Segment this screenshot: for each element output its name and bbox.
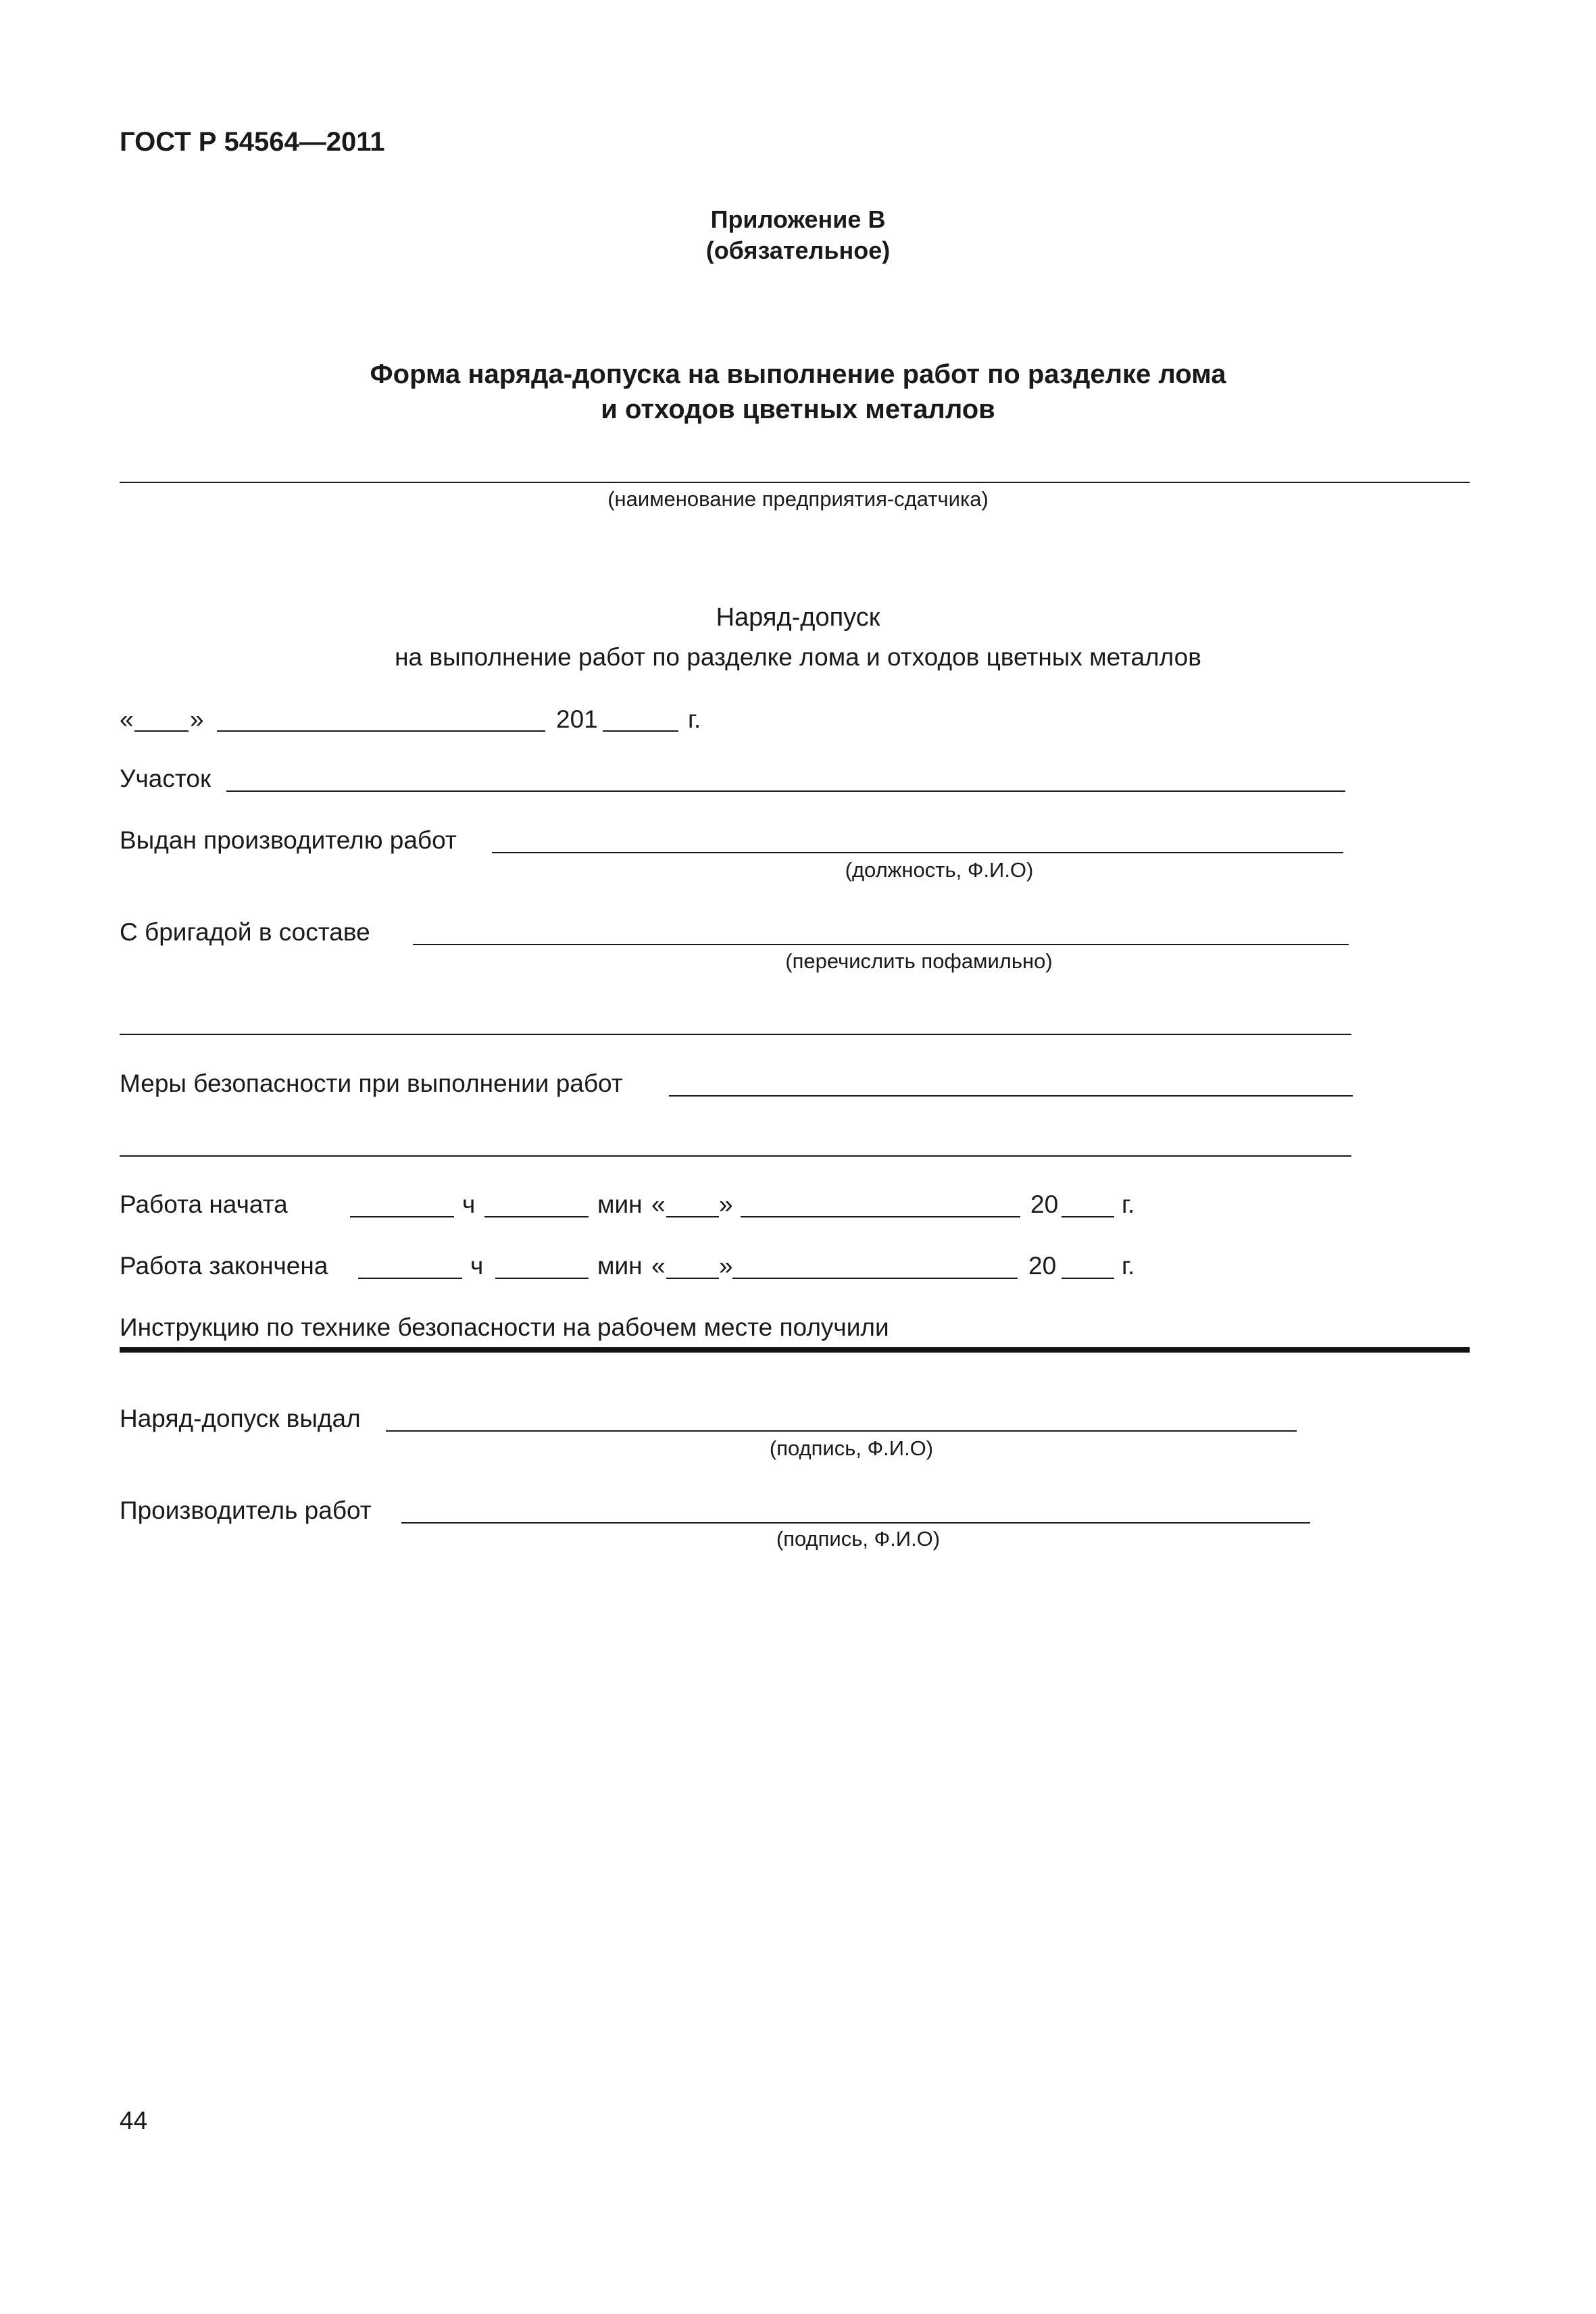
work-started-hours-field[interactable] [350, 1216, 454, 1217]
date-day-field[interactable] [134, 730, 189, 732]
appendix-status: (обязательное) [705, 236, 891, 264]
work-producer-label: Производитель работ [120, 1496, 372, 1524]
permit-issued-by-label: Наряд-допуск выдал [120, 1405, 361, 1432]
section-divider [120, 1347, 1470, 1353]
team-field[interactable] [413, 944, 1349, 945]
date-year-field[interactable] [603, 730, 678, 732]
date-close-quote: » [190, 705, 204, 733]
page-number: 44 [120, 2107, 148, 2134]
issued-to-label: Выдан производителю работ [120, 826, 457, 854]
team-field-continued[interactable] [120, 1034, 1351, 1035]
safety-measures-field-continued[interactable] [120, 1155, 1351, 1157]
enterprise-name-caption: (наименование предприятия-сдатчика) [607, 487, 989, 511]
date-year-prefix: 201 [556, 705, 598, 733]
date-open-quote: « [120, 705, 134, 733]
work-started-close-quote: » [719, 1190, 733, 1218]
form-title-line-1: Форма наряда-допуска на выполнение работ по разделке лома [370, 359, 1226, 389]
work-producer-field[interactable] [401, 1522, 1310, 1524]
site-label: Участок [120, 765, 211, 793]
enterprise-name-line[interactable] [120, 482, 1470, 483]
safety-measures-field[interactable] [669, 1095, 1353, 1097]
work-finished-close-quote: » [719, 1252, 733, 1280]
work-finished-label: Работа закончена [120, 1252, 328, 1280]
work-finished-year-prefix: 20 [1028, 1252, 1057, 1280]
work-started-minutes-unit: мин [597, 1190, 643, 1218]
permit-subtitle: на выполнение работ по разделке лома и отходов цветных металлов [395, 643, 1201, 671]
issued-to-field[interactable] [492, 852, 1343, 853]
work-started-label: Работа начата [120, 1190, 288, 1218]
date-month-field[interactable] [217, 730, 545, 732]
work-producer-caption: (подпись, Ф.И.О) [776, 1527, 941, 1551]
permit-issued-by-field[interactable] [386, 1430, 1297, 1432]
safety-instruction-text: Инструкцию по технике безопасности на рабочем месте получили [120, 1313, 889, 1341]
work-started-year-prefix: 20 [1030, 1190, 1059, 1218]
work-started-year-suffix: г. [1122, 1190, 1135, 1218]
work-finished-day-field[interactable] [666, 1278, 719, 1279]
work-started-hours-unit: ч [462, 1190, 476, 1218]
work-finished-year-field[interactable] [1062, 1278, 1114, 1279]
form-title-line-2: и отходов цветных металлов [601, 395, 995, 424]
issued-to-caption: (должность, Ф.И.О) [845, 858, 1034, 882]
work-finished-year-suffix: г. [1122, 1252, 1135, 1280]
work-finished-minutes-unit: мин [597, 1252, 643, 1280]
work-started-day-field[interactable] [666, 1216, 719, 1217]
work-finished-hours-field[interactable] [358, 1278, 462, 1279]
team-caption: (перечислить пофамильно) [785, 949, 1053, 973]
work-started-minutes-field[interactable] [484, 1216, 589, 1217]
work-finished-month-field[interactable] [732, 1278, 1018, 1279]
work-started-open-quote: « [651, 1190, 666, 1218]
work-finished-open-quote: « [651, 1252, 666, 1280]
work-finished-minutes-field[interactable] [495, 1278, 589, 1279]
permit-title: Наряд-допуск [716, 603, 880, 632]
work-started-year-field[interactable] [1062, 1216, 1114, 1217]
document-code: ГОСТ Р 54564—2011 [120, 127, 385, 157]
permit-issued-by-caption: (подпись, Ф.И.О) [769, 1436, 934, 1460]
work-finished-hours-unit: ч [470, 1252, 484, 1280]
appendix-title: Приложение В [710, 205, 886, 233]
team-label: С бригадой в составе [120, 918, 370, 946]
site-field[interactable] [226, 790, 1345, 792]
work-started-month-field[interactable] [741, 1216, 1020, 1217]
safety-measures-label: Меры безопасности при выполнении работ [120, 1070, 623, 1097]
date-year-suffix: г. [688, 705, 701, 733]
